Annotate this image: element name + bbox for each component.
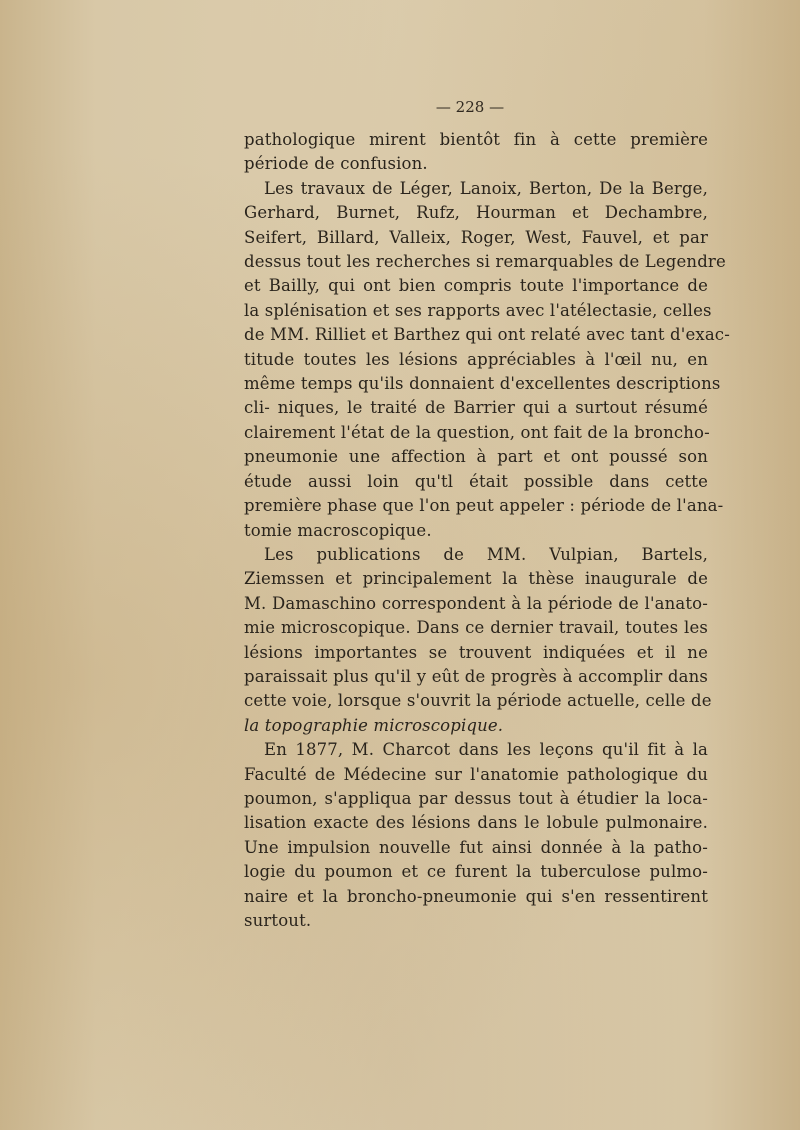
- text-line: pathologique mirent bientôt fin à cette première: [244, 130, 708, 149]
- paragraph-2: [244, 177, 730, 543]
- text-line: cette voie, lorsque s'ouvrit la période actuelle, celle de: [244, 691, 712, 711]
- text-line: lésions importantes se trouvent indiquées et il ne: [244, 642, 708, 662]
- text-line: logie du poumon et ce furent la tuberculose pulmo-: [244, 862, 708, 882]
- text-line: la splénisation et ses rapports avec l'atélectasie, celles: [244, 300, 712, 320]
- text-line: M. Damaschino correspondent à la période de l'anato-: [244, 593, 708, 613]
- paragraph-1: [244, 128, 708, 177]
- text-line: clairement l'état de la question, ont fait de la broncho-: [244, 422, 710, 442]
- text-line: En 1877, M. Charcot dans les leçons qu'il fit à la: [264, 740, 708, 760]
- text-line: Une impulsion nouvelle fut ainsi donnée à la patho-: [244, 837, 708, 857]
- italic-text: la topographie microscopique.: [244, 715, 504, 735]
- text-line: même temps qu'ils donnaient d'excellentes descriptions: [244, 374, 721, 394]
- text-line: poumon, s'appliqua par dessus tout à étudier la loca-: [244, 788, 708, 808]
- text-line: période de confusion.: [244, 154, 428, 174]
- text-line: première phase que l'on peut appeler : période de l'ana-: [244, 496, 724, 516]
- text-line: Faculté de Médecine sur l'anatomie pathologique du: [244, 764, 708, 784]
- text-line: tomie macroscopique.: [244, 520, 432, 540]
- text-line: pneumonie une affection à part et ont poussé son: [244, 447, 708, 467]
- text-line: mie microscopique. Dans ce dernier travail, toutes les: [244, 618, 708, 638]
- text-line: lisation exacte des lésions dans le lobule pulmonaire.: [244, 813, 708, 833]
- text-line: Seifert, Billard, Valleix, Roger, West, Fauvel, et par: [244, 227, 708, 247]
- text-line: dessus tout les recherches si remarquables de Legendre: [244, 252, 726, 272]
- text-line: surtout.: [244, 911, 312, 930]
- text-line: cli- niques, le traité de Barrier qui a surtout résumé: [244, 398, 708, 418]
- text-line: naire et la broncho-pneumonie qui s'en ressentirent: [244, 886, 708, 906]
- text-line: étude aussi loin qu'tl était possible dans cette: [244, 471, 708, 491]
- paragraph-4: [244, 738, 708, 933]
- text-line: Les publications de MM. Vulpian, Bartels,: [264, 544, 708, 564]
- text-line: Gerhard, Burnet, Rufz, Hourman et Dechambre,: [244, 203, 708, 223]
- text-line: Ziemssen et principalement la thèse inaugurale de: [244, 569, 708, 589]
- text-line: paraissait plus qu'il y eût de progrès à accomplir dans: [244, 666, 708, 686]
- page-number: — 228 —: [435, 98, 505, 116]
- text-line: et Bailly, qui ont bien compris toute l'importance de: [244, 276, 708, 296]
- text-line: titude toutes les lésions appréciables à l'œil nu, en: [244, 349, 708, 369]
- paragraph-3: [244, 543, 712, 738]
- body-text: [244, 128, 730, 933]
- text-line: de MM. Rilliet et Barthez qui ont relaté avec tant d'exac-: [244, 325, 730, 345]
- text-line-italic: [244, 714, 708, 738]
- text-line: Les travaux de Léger, Lanoix, Berton, De la Berge,: [264, 178, 708, 198]
